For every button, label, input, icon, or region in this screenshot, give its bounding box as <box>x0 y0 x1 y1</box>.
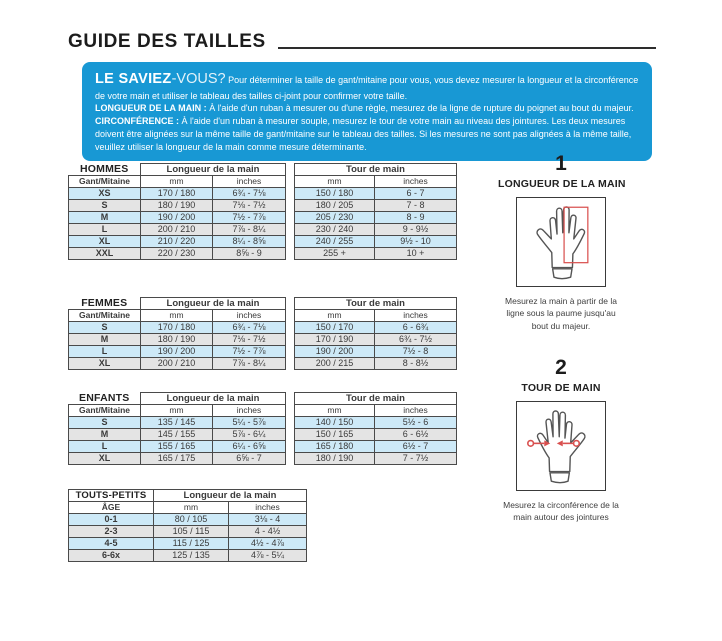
table-row: L 200 / 210 7⅞ - 8¼ <box>69 224 286 236</box>
table-row: L 155 / 165 6¼ - 6⅝ <box>69 441 286 453</box>
table-row: S 170 / 180 6¾ - 7⅛ <box>69 322 286 334</box>
diagram-title: TOUR DE MAIN <box>521 381 601 394</box>
table-subheader-row <box>69 405 286 417</box>
table-subheader-row <box>295 310 457 322</box>
page-title: GUIDE DES TAILLES <box>68 31 266 52</box>
hand-length-measure-icon <box>516 197 606 287</box>
info-length <box>95 102 639 115</box>
length-header: Longueur de la main <box>154 490 307 502</box>
info-length-label: LONGUEUR DE LA MAIN : <box>95 103 207 114</box>
size-table-femmes <box>68 297 457 370</box>
table-row: 180 / 190 7 - 7½ <box>295 453 457 465</box>
diagram-caption: Mesurez la circonférence de la main autour des jointures <box>503 499 619 523</box>
inches-header: inches <box>229 502 307 514</box>
table-header-row <box>69 393 286 405</box>
page-header <box>68 32 656 51</box>
mm-header: mm <box>141 405 213 417</box>
inches-header: inches <box>375 176 457 188</box>
table-row: 205 / 230 8 - 9 <box>295 212 457 224</box>
hand-girth-measure-icon <box>516 401 606 491</box>
table-row: XXL 220 / 230 8⅝ - 9 <box>69 248 286 260</box>
info-intro-text: Pour déterminer la taille de gant/mitaine pour vous, vous devez mesurer la longueur et la circonférence de votre main et utiliser le tableau des tailles ci-joint pour confirmer votre taille. <box>95 75 639 101</box>
table-group-title: ENFANTS <box>69 393 141 405</box>
table-subheader-row <box>69 502 307 514</box>
table-row: XS 170 / 180 6¾ - 7⅛ <box>69 188 286 200</box>
table-row: 190 / 200 7½ - 8 <box>295 346 457 358</box>
size-table-touts-petits <box>68 489 307 562</box>
inches-header: inches <box>375 310 457 322</box>
table-row: 6-6x 125 / 135 4⅞ - 5¼ <box>69 550 307 562</box>
femmes-girth-table <box>294 297 457 370</box>
row-label-header: Gant/Mitaine <box>69 176 141 188</box>
table-subheader-row <box>69 176 286 188</box>
table-header-row <box>295 298 457 310</box>
table-row: 0-1 80 / 105 3⅛ - 4 <box>69 514 307 526</box>
table-subheader-row <box>69 310 286 322</box>
table-group-title: FEMMES <box>69 298 141 310</box>
touts-petits-length-table <box>68 489 307 562</box>
table-row: M 190 / 200 7½ - 7⅞ <box>69 212 286 224</box>
mm-header: mm <box>141 176 213 188</box>
info-title-light: -VOUS? <box>171 71 226 87</box>
table-row: S 135 / 145 5¼ - 5⅞ <box>69 417 286 429</box>
measure-diagrams <box>498 153 624 524</box>
table-row: M 180 / 190 7⅛ - 7½ <box>69 334 286 346</box>
inches-header: inches <box>213 176 286 188</box>
length-header: Longueur de la main <box>141 393 286 405</box>
table-group-title: TOUTS-PETITS <box>69 490 154 502</box>
info-title-bold: LE SAVIEZ <box>95 71 172 87</box>
inches-header: inches <box>213 310 286 322</box>
table-subheader-row <box>295 176 457 188</box>
table-group-title: HOMMES <box>69 164 141 176</box>
femmes-length-table <box>68 297 286 370</box>
table-header-row <box>69 164 286 176</box>
table-row: 240 / 255 9½ - 10 <box>295 236 457 248</box>
enfants-length-table <box>68 392 286 465</box>
table-row: 230 / 240 9 - 9½ <box>295 224 457 236</box>
table-row: 150 / 180 6 - 7 <box>295 188 457 200</box>
diagram-number: 2 <box>555 355 567 379</box>
mm-header: mm <box>154 502 229 514</box>
diagram-number: 1 <box>555 152 567 175</box>
size-table-enfants <box>68 392 457 465</box>
mm-header: mm <box>295 310 375 322</box>
mm-header: mm <box>295 405 375 417</box>
table-header-row <box>295 164 457 176</box>
table-row: S 180 / 190 7⅛ - 7½ <box>69 200 286 212</box>
info-circumference <box>95 115 639 153</box>
table-row: XL 210 / 220 8¼ - 8⅝ <box>69 236 286 248</box>
table-row: XL 165 / 175 6⅝ - 7 <box>69 453 286 465</box>
diagram-hand-length <box>498 153 624 332</box>
table-subheader-row <box>295 405 457 417</box>
row-label-header: Gant/Mitaine <box>69 310 141 322</box>
diagram-hand-girth <box>498 357 624 524</box>
length-header: Longueur de la main <box>141 298 286 310</box>
table-row: 150 / 165 6 - 6½ <box>295 429 457 441</box>
table-row: 200 / 215 8 - 8½ <box>295 358 457 370</box>
girth-header: Tour de main <box>295 393 457 405</box>
size-table-hommes <box>68 163 457 260</box>
inches-header: inches <box>213 405 286 417</box>
table-row: 4-5 115 / 125 4½ - 4⅞ <box>69 538 307 550</box>
table-header-row <box>69 298 286 310</box>
table-row: 165 / 180 6½ - 7 <box>295 441 457 453</box>
table-row: L 190 / 200 7½ - 7⅞ <box>69 346 286 358</box>
hommes-girth-table <box>294 163 457 260</box>
mm-header: mm <box>141 310 213 322</box>
row-label-header: ÂGE <box>69 502 154 514</box>
table-row: 170 / 190 6¾ - 7½ <box>295 334 457 346</box>
table-row: 150 / 170 6 - 6¾ <box>295 322 457 334</box>
table-header-row <box>295 393 457 405</box>
did-you-know-box <box>82 62 652 161</box>
info-circumference-label: CIRCONFÉRENCE : <box>95 116 180 127</box>
hommes-length-table <box>68 163 286 260</box>
girth-header: Tour de main <box>295 164 457 176</box>
table-header-row <box>69 490 307 502</box>
table-row: 2-3 105 / 115 4 - 4½ <box>69 526 307 538</box>
table-row: 255 + 10 + <box>295 248 457 260</box>
table-row: 180 / 205 7 - 8 <box>295 200 457 212</box>
diagram-caption: Mesurez la main à partir de la ligne sous la paume jusqu'au bout du majeur. <box>505 296 617 331</box>
diagram-title: LONGUEUR DE LA MAIN <box>498 178 626 190</box>
enfants-girth-table <box>294 392 457 465</box>
header-rule <box>278 47 656 49</box>
mm-header: mm <box>295 176 375 188</box>
length-header: Longueur de la main <box>141 164 286 176</box>
row-label-header: Gant/Mitaine <box>69 405 141 417</box>
table-row: 140 / 150 5½ - 6 <box>295 417 457 429</box>
table-row: XL 200 / 210 7⅞ - 8¼ <box>69 358 286 370</box>
girth-header: Tour de main <box>295 298 457 310</box>
info-length-text: À l'aide d'un ruban à mesurer ou d'une règle, mesurez de la ligne de rupture du poignet au bout du majeur. <box>209 103 634 114</box>
info-intro <box>95 69 639 102</box>
table-row: M 145 / 155 5⅞ - 6¼ <box>69 429 286 441</box>
info-circumference-text: À l'aide d'un ruban à mesurer souple, mesurez le tour de votre main au niveau des jointures. Les deux mesures doivent être alignées sur la même taille de gant/mitaine sur le tableau des tailles. Si les mesures ne sont pas alignées à la même taille, veuillez utiliser la longueur de la main comme mesure déterminante. <box>95 116 632 152</box>
inches-header: inches <box>375 405 457 417</box>
